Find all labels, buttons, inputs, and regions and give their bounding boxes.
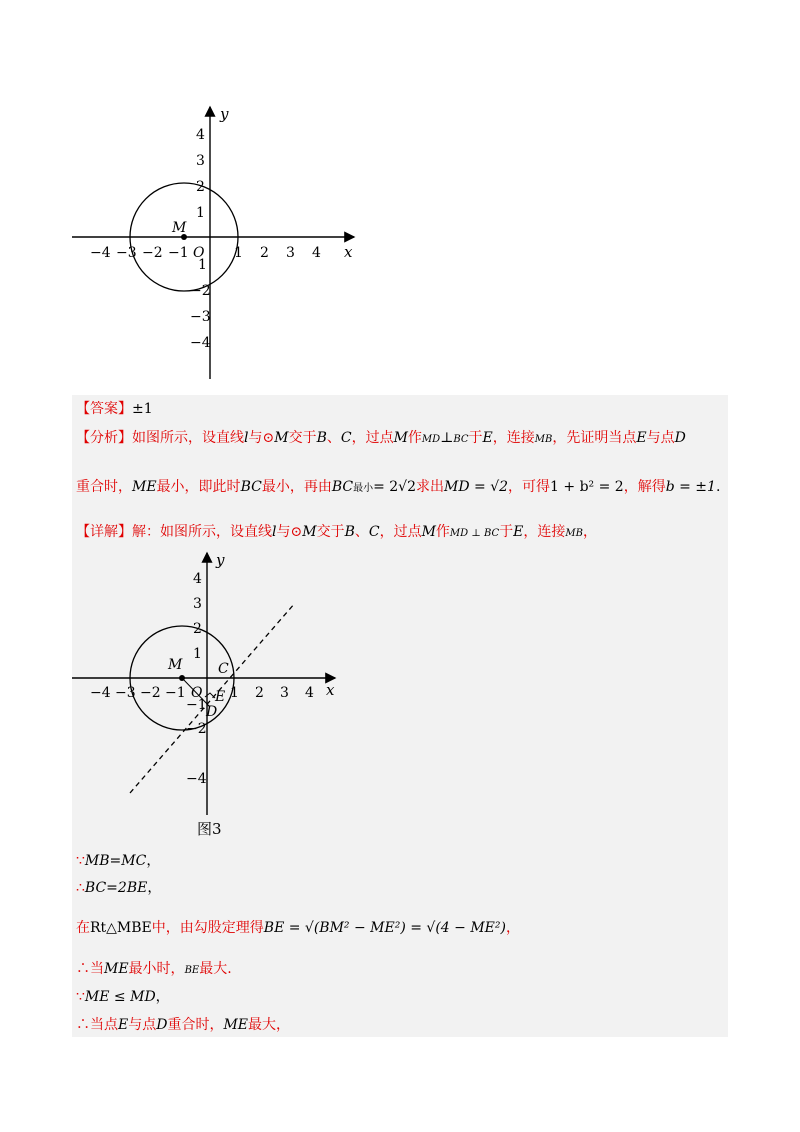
text: 最小，即此时 [156,479,241,495]
math: M [421,524,436,540]
text: ∴当 [76,961,104,977]
math: = 2√2 [373,479,417,495]
text: ， [505,920,520,936]
math: BC [240,479,262,495]
x-tick: 4 [312,245,321,261]
math: BC=2BE [84,880,148,896]
coordinate-figure-1 [60,95,370,385]
math: E [636,430,647,446]
math: MB [534,434,553,445]
x-tick: −4 [90,685,111,701]
center-label: M [172,220,187,236]
text: 与⊙ [248,430,275,446]
text: 重合时， [76,479,132,495]
math: BC [453,434,469,445]
text: ∴ [76,880,85,896]
text: ，过点 [351,430,394,446]
text: ∵ [76,989,85,1005]
y-tick: 4 [196,127,205,143]
math: MD = √2 [444,479,509,495]
x-tick: −1 [168,245,189,261]
x-tick: 2 [260,245,269,261]
answer-tag: 【答案】 [76,401,132,417]
text: 与点 [646,430,675,446]
text: 、 [326,430,341,446]
y-tick: 2 [193,621,202,637]
math: E [118,1017,129,1033]
text: 最小时， [128,961,185,977]
x-tick: −2 [140,685,161,701]
math: M [274,430,289,446]
text: 与点 [128,1017,157,1033]
math: D [156,1017,168,1033]
x-tick: 1 [234,245,243,261]
detail-line [76,521,597,545]
math: ME [104,961,129,977]
text: 交于 [316,524,345,540]
y-tick: 1 [193,646,202,662]
math: B [316,430,327,446]
text: 解：如图所示，设直线 [132,524,272,540]
math: MB [565,528,583,539]
text: 最大. [199,961,232,977]
step-5 [76,986,170,1008]
answer-line [76,398,153,420]
text: 与⊙ [276,524,303,540]
y-tick: −4 [190,335,211,351]
y-axis-label: y [216,551,225,569]
d-label: D [206,704,218,720]
text: . [715,479,721,495]
text: 作 [435,524,450,540]
text: 求出 [416,479,445,495]
x-tick: −2 [142,245,163,261]
math: BE [184,965,200,976]
math: MD [421,434,441,445]
text: 最小，再由 [261,479,332,495]
text: ∴当点 [76,1017,118,1033]
math: b = ±1 [665,479,716,495]
x-tick: −3 [116,245,137,261]
step-4 [76,958,232,982]
x-tick: −1 [165,685,186,701]
math: BE = √(BM² − ME²) = √(4 − ME²) [263,920,506,936]
analysis-line-1 [76,427,686,451]
x-tick: 3 [280,685,289,701]
math: ME [132,479,157,495]
text: 重合时， [167,1017,224,1033]
text: 在 [76,920,90,936]
text: 、 [354,524,369,540]
step-2 [76,877,161,899]
text: 交于 [288,430,317,446]
math: E [482,430,493,446]
text: 于 [468,430,483,446]
text: ，过点 [379,524,422,540]
coordinate-figure-3 [60,545,350,845]
text: ， [146,853,161,869]
text: ，先证明当点 [552,430,637,446]
text: 作 [407,430,422,446]
detail-tag: 【详解】 [76,524,132,540]
step-3 [76,917,520,939]
x-tick: −3 [115,685,136,701]
text: 最大， [248,1017,291,1033]
y-tick: 1 [198,257,207,273]
text: ，连接 [492,430,535,446]
text: ，解得 [623,479,666,495]
text: ，可得 [508,479,551,495]
c-label: C [218,661,229,677]
y-axis-label: y [220,105,229,123]
math: D [674,430,686,446]
math: MB=MC [84,853,147,869]
math: Rt△MBE [90,920,152,936]
x-tick: 4 [305,685,314,701]
y-tick: 3 [193,596,202,612]
x-axis-label: x [344,243,353,261]
math: ME [223,1017,249,1033]
y-tick: −1 [186,697,207,713]
analysis-line-2 [76,476,720,500]
math: C [340,430,352,446]
math: E [513,524,524,540]
text: ∵ [76,853,85,869]
step-6 [76,1014,290,1036]
x-tick: 2 [255,685,264,701]
analysis-tag: 【分析】 [76,430,132,446]
x-axis-label: x [326,681,335,699]
math: 1 + b² = 2 [550,479,624,495]
text: 如图所示，设直线 [132,430,244,446]
y-tick: 2 [196,179,205,195]
answer-value: ±1 [132,401,153,417]
math: ⊥ [440,430,454,446]
math: B [344,524,355,540]
math: BC [331,479,354,495]
math: MD ⊥ BC [449,528,500,539]
step-1 [76,850,160,872]
y-tick: −2 [186,721,207,737]
y-tick: 3 [196,153,205,169]
y-tick: −4 [186,771,207,787]
text: 于 [499,524,514,540]
m-label: M [168,657,183,673]
math: l [272,524,277,540]
y-tick: 4 [193,571,202,587]
math: C [368,524,380,540]
y-tick: 1 [196,205,205,221]
x-tick: −4 [90,245,111,261]
text: 中，由勾股定理得 [151,920,264,936]
math: ME ≤ MD [84,989,156,1005]
text: ， [147,880,162,896]
x-tick: 1 [230,685,239,701]
origin-label: O [193,245,205,261]
text: ， [582,524,597,540]
math: M [393,430,408,446]
y-tick: −2 [190,283,211,299]
math: M [302,524,317,540]
y-tick: −3 [190,309,211,325]
e-label: E [215,689,226,705]
text: ， [155,989,170,1005]
figure-caption: 图3 [197,820,222,838]
math-subscript: 最小 [353,483,374,494]
math: l [244,430,249,446]
x-tick: 3 [286,245,295,261]
text: ，连接 [523,524,566,540]
origin-label: O [191,685,203,701]
